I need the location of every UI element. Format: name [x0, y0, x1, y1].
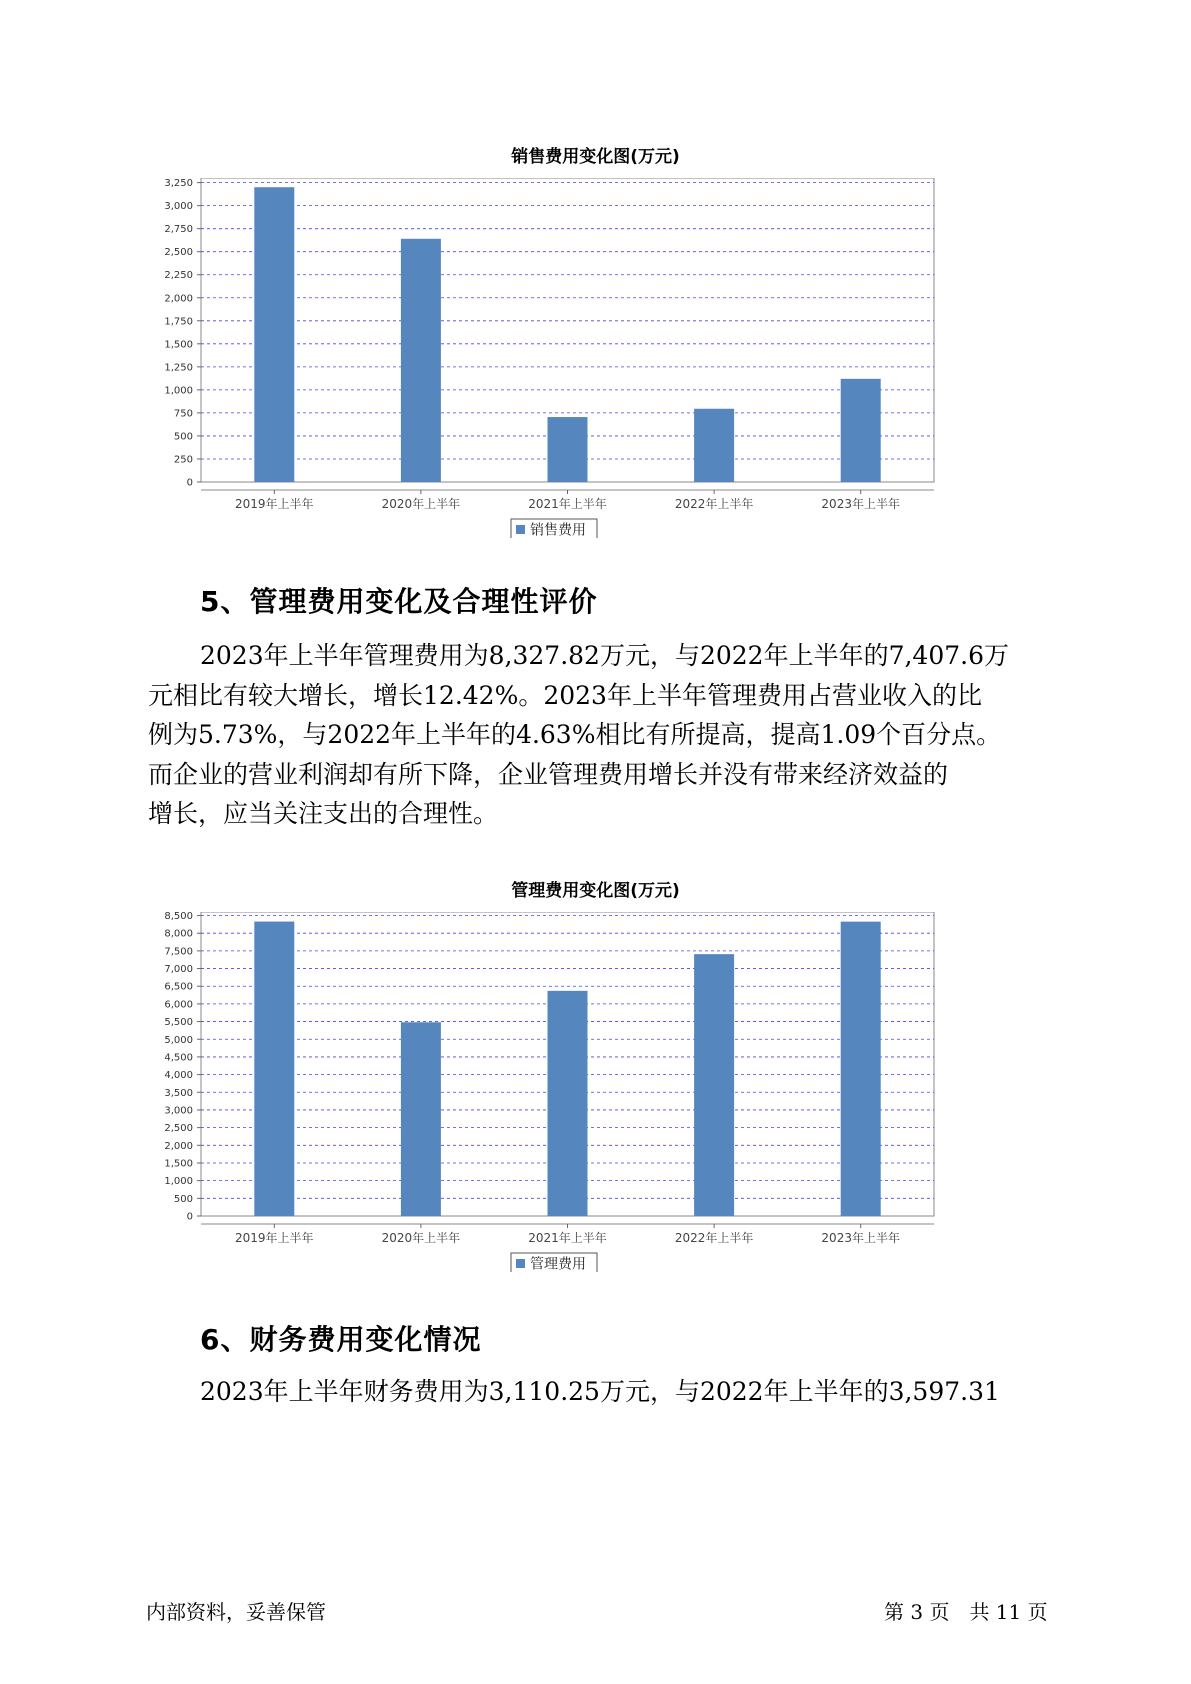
y-tick-label: 2,500 [164, 1123, 193, 1135]
bar [548, 417, 588, 482]
y-tick-label: 2,500 [164, 247, 193, 259]
admin-expense-chart-title: 管理费用变化图(万元) [511, 881, 680, 901]
sales-expense-chart [150, 178, 1050, 538]
x-tick-label: 2021年上半年 [528, 497, 607, 511]
y-tick-label: 2,250 [164, 270, 193, 282]
legend-swatch [516, 525, 525, 534]
x-tick-label: 2021年上半年 [528, 1231, 607, 1245]
x-tick-label: 2022年上半年 [674, 1231, 754, 1245]
y-tick-label: 7,000 [164, 964, 193, 976]
y-tick-label: 1,750 [164, 316, 193, 328]
y-tick-label: 1,000 [164, 385, 193, 397]
y-tick-label: 3,000 [164, 1105, 193, 1117]
y-tick-label: 2,750 [164, 224, 193, 236]
y-tick-label: 5,500 [164, 1017, 193, 1029]
y-tick-label: 500 [173, 431, 193, 443]
y-tick-label: 2,000 [164, 1140, 193, 1152]
y-tick-label: 8,500 [164, 912, 193, 923]
y-tick-label: 0 [186, 1211, 193, 1223]
y-tick-label: 1,000 [164, 1176, 193, 1188]
y-tick-label: 3,000 [164, 201, 193, 213]
footer-confidential-note: 内部资料，妥善保管 [146, 1600, 326, 1624]
y-tick-label: 750 [173, 408, 193, 420]
admin-expense-chart [150, 912, 1050, 1272]
x-tick-label: 2023年上半年 [821, 497, 900, 511]
legend-label: 管理费用 [530, 1256, 586, 1272]
bar [401, 239, 441, 482]
section-5-paragraph [148, 636, 1053, 834]
y-tick-label: 1,500 [164, 1158, 193, 1170]
bar [694, 409, 734, 482]
chart-svg [150, 912, 1050, 1272]
bar [401, 1022, 441, 1216]
y-tick-label: 6,000 [164, 999, 193, 1011]
paragraph-line: 例为5.73%，与2022年上半年的4.63%相比有所提高，提高1.09个百分点。 [148, 720, 1002, 749]
x-tick-label: 2022年上半年 [674, 497, 754, 511]
x-tick-label: 2023年上半年 [821, 1231, 900, 1245]
paragraph-line: 元相比有较大增长，增长12.42%。2023年上半年管理费用占营业收入的比 [148, 680, 982, 710]
bar [254, 187, 294, 482]
bar [254, 922, 294, 1216]
legend-label: 销售费用 [530, 522, 586, 538]
paragraph-line: 增长，应当关注支出的合理性。 [148, 799, 499, 828]
legend-swatch [516, 1259, 525, 1268]
y-tick-label: 1,500 [164, 339, 193, 351]
paragraph-line: 2023年上半年管理费用为8,327.82万元，与2022年上半年的7,407.6万 [200, 641, 1009, 670]
y-tick-label: 3,500 [164, 1087, 193, 1099]
y-tick-label: 6,500 [164, 981, 193, 993]
y-tick-label: 0 [186, 477, 193, 489]
x-tick-label: 2020年上半年 [381, 497, 461, 511]
section-5-heading: 5、管理费用变化及合理性评价 [200, 585, 598, 618]
paragraph-line: 2023年上半年财务费用为3,110.25万元，与2022年上半年的3,597.31 [200, 1377, 1000, 1406]
y-tick-label: 1,250 [164, 362, 193, 374]
y-tick-label: 5,000 [164, 1034, 193, 1046]
y-tick-label: 3,250 [164, 178, 193, 190]
chart-svg [150, 178, 1050, 538]
y-tick-label: 7,500 [164, 946, 193, 958]
y-tick-label: 250 [173, 454, 193, 466]
bar [548, 991, 588, 1216]
x-tick-label: 2019年上半年 [235, 497, 314, 511]
x-tick-label: 2020年上半年 [381, 1231, 461, 1245]
y-tick-label: 4,000 [164, 1070, 193, 1082]
section-6-paragraph [148, 1372, 1053, 1412]
bar [694, 954, 734, 1216]
paragraph-line: 而企业的营业利润却有所下降，企业管理费用增长并没有带来经济效益的 [148, 759, 949, 789]
section-6-heading: 6、财务费用变化情况 [200, 1323, 482, 1356]
x-tick-label: 2019年上半年 [235, 1231, 314, 1245]
bar [841, 379, 881, 482]
y-tick-label: 8,000 [164, 928, 193, 940]
y-tick-label: 2,000 [164, 293, 193, 305]
y-tick-label: 4,500 [164, 1052, 193, 1064]
sales-expense-chart-title: 销售费用变化图(万元) [511, 147, 680, 167]
bar [841, 922, 881, 1216]
y-tick-label: 500 [173, 1193, 193, 1205]
footer-page-number: 第 3 页 共 11 页 [884, 1600, 1048, 1624]
